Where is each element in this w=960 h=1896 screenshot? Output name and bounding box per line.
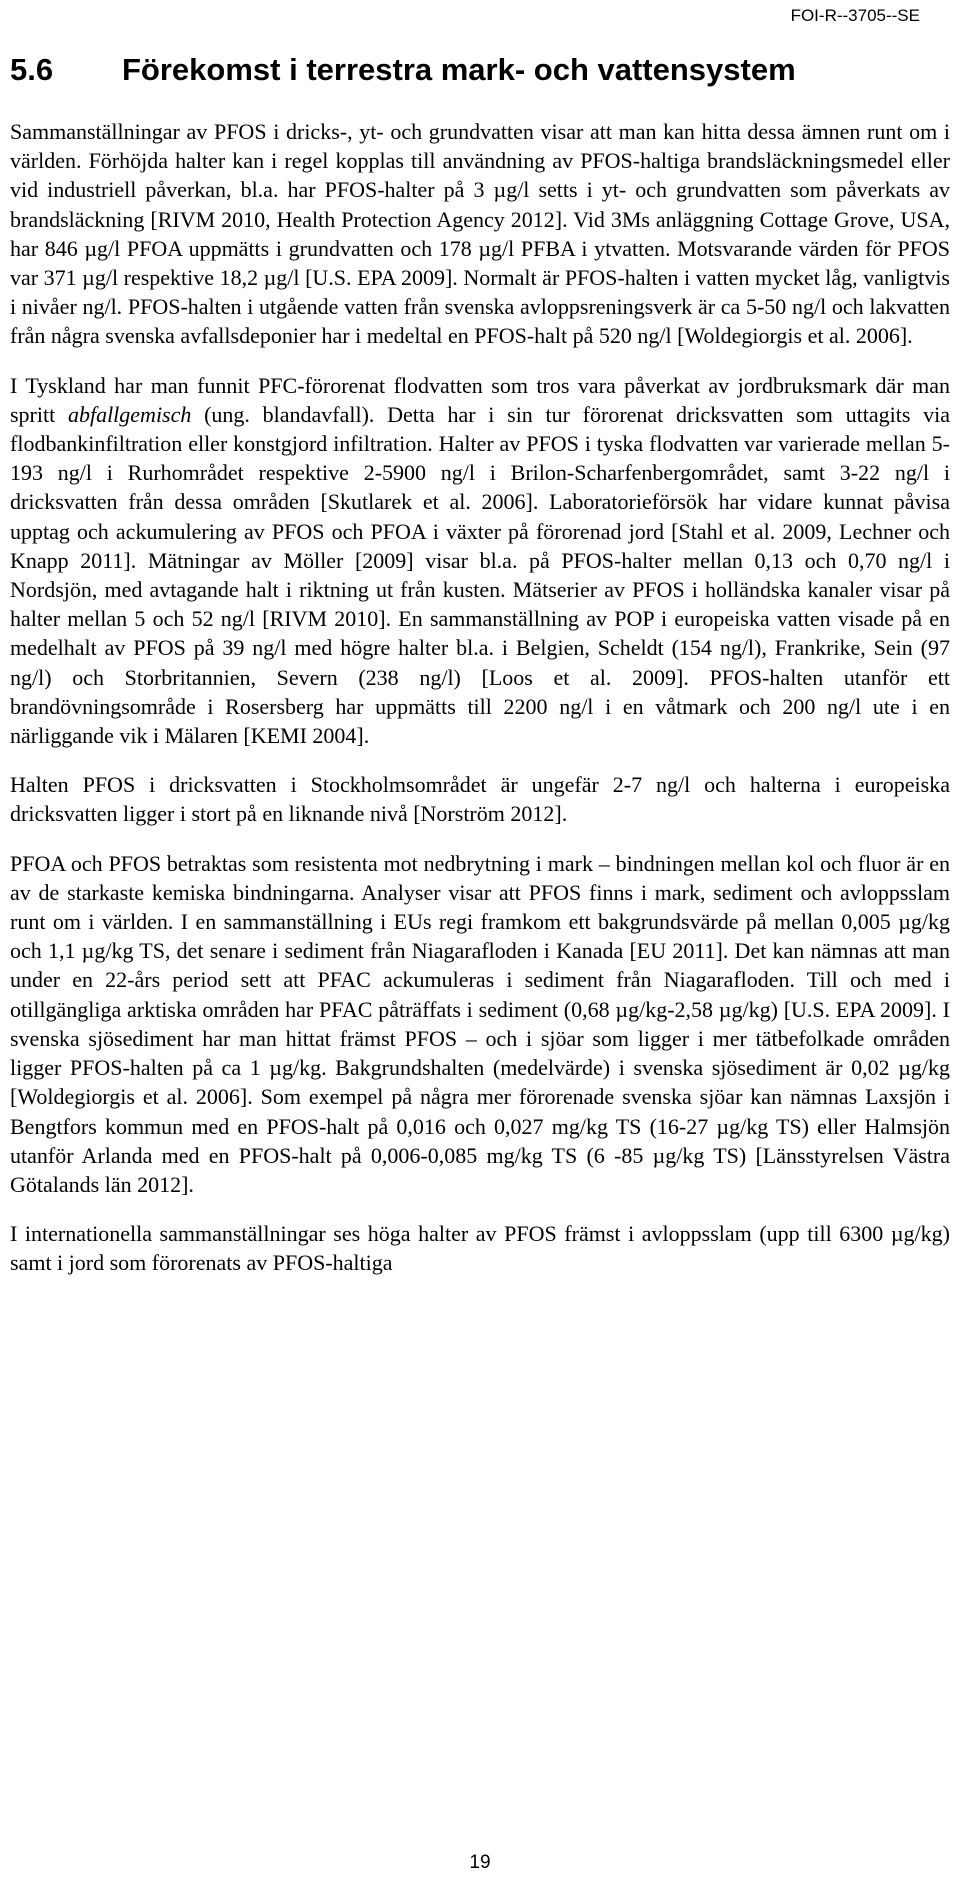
body-text	[10, 117, 950, 1298]
report-id: FOI-R--3705--SE	[790, 6, 920, 25]
paragraph: Sammanställningar av PFOS i dricks-, yt- och grundvatten visar att man kan hitta dessa ämnen runt om i världen. Förhöjda halter kan i regel kopplas till användning av PFOS-haltiga brandsläckningsmedel eller vid industriell påverkan, bl.a. har PFOS-halter på 3 µg/l setts i yt- och grundvatten som påverkats av brandsläckning [RIVM 2010, Health Protection Agency 2012]. Vid 3Ms anläggning Cottage Grove, USA, har 846 µg/l PFOA uppmätts i grundvatten och 178 µg/l PFBA i ytvatten. Motsvarande värden för PFOS var 371 µg/l respektive 18,2 µg/l [U.S. EPA 2009]. Normalt är PFOS-halten i vatten mycket låg, vanligtvis i nivåer ng/l. PFOS-halten i utgående vatten från svenska avloppsreningsverk är ca 5-50 ng/l och lakvatten från några svenska avfallsdeponier har i medeltal en PFOS-halt på 520 ng/l [Woldegiorgis et al. 2006].	[10, 119, 950, 349]
section-number: 5.6	[10, 52, 54, 87]
italic-term: abfallgemisch	[67, 401, 192, 427]
paragraph: Halten PFOS i dricksvatten i Stockholmsområdet är ungefär 2-7 ng/l och halterna i europeiska dricksvatten ligger i stort på en liknande nivå [Norström 2012].	[10, 772, 950, 827]
page-number: 19	[469, 1852, 491, 1873]
section-title: Förekomst i terrestra mark- och vattensystem	[122, 52, 796, 87]
paragraph: PFOA och PFOS betraktas som resistenta mot nedbrytning i mark – bindningen mellan kol och fluor är en av de starkaste kemiska bindningarna. Analyser visar att PFOS finns i mark, sediment och avloppsslam runt om i världen. I en sammanställning i EUs regi framkom ett bakgrundsvärde på mellan 0,005 µg/kg och 1,1 µg/kg TS, det senare i sediment från Niagarafloden i Kanada [EU 2011]. Det kan nämnas att man under en 22-års period sett att PFAC ackumuleras i sediment från Niagarafloden. Till och med i otillgängliga arktiska områden har PFAC påträffats i sediment (0,68 µg/kg-2,58 µg/kg) [U.S. EPA 2009]. I svenska sjösediment har man hittat främst PFOS – och i sjöar som ligger i mer tätbefolkade områden ligger PFOS-halten på ca 1 µg/kg. Bakgrundshalten (medelvärde) i svenska sjösediment är 0,02 µg/kg [Woldegiorgis et al. 2006]. Som exempel på några mer förorenade svenska sjöar kan nämnas Laxsjön i Bengtfors kommun med en PFOS-halt på 0,016 och 0,027 mg/kg TS (16-27 µg/kg TS) eller Halmsjön utanför Arlanda med en PFOS-halt på 0,006-0,085 mg/kg TS (6 -85 µg/kg TS) [Länsstyrelsen Västra Götalands län 2012].	[10, 850, 950, 1197]
section-heading	[10, 52, 796, 88]
paragraph: I internationella sammanställningar ses höga halter av PFOS främst i avloppsslam (upp till 6300 µg/kg) samt i jord som förorenats av PFOS-haltiga	[10, 1221, 950, 1276]
paragraph: I Tyskland har man funnit PFC-förorenat flodvatten som tros vara påverkat av jordbruksmark där man spritt abfallgemisch (ung. blandavfall). Detta har i sin tur förorenat dricksvatten som uttagits via flodbankinfiltration eller konstgjord infiltration. Halter av PFOS i tyska flodvatten var varierade mellan 5-193 ng/l i Rurhområdet respektive 2-5900 ng/l i Brilon-Scharfenbergområdet, samt 3-22 ng/l i dricksvatten från dessa områden [Skutlarek et al. 2006]. Laboratorieförsök har vidare kunnat påvisa upptag och ackumulering av PFOS och PFOA i växter på förorenad jord [Stahl et al. 2009, Lechner och Knapp 2011]. Mätningar av Möller [2009] visar bl.a. på PFOS-halter mellan 0,13 och 0,70 ng/l i Nordsjön, med avtagande halt i riktning ut från kusten. Mätserier av PFOS i holländska kanaler visar på halter mellan 5 och 52 ng/l [RIVM 2010]. En sammanställning av POP i europeiska vatten visade på en medelhalt av PFOS på 39 ng/l med högre halter bl.a. i Belgien, Scheldt (154 ng/l), Frankrike, Sein (97 ng/l) och Storbritannien, Severn (238 ng/l) [Loos et al. 2009]. PFOS-halten utanför ett brandövningsområde i Rosersberg har uppmätts till 2200 ng/l i en våtmark och 200 ng/l ute i en närliggande vik i Mälaren [KEMI 2004].	[10, 372, 951, 749]
